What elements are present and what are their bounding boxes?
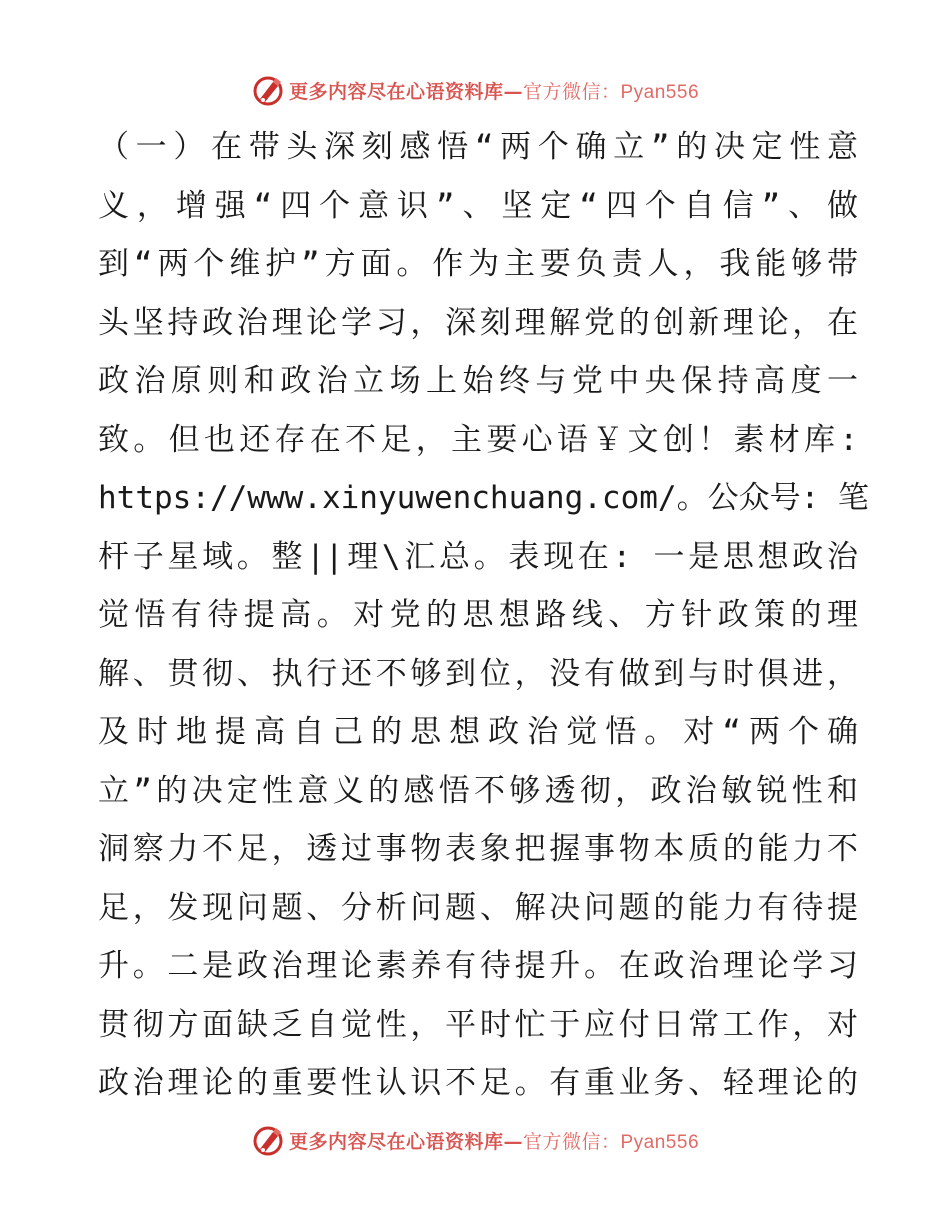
header-banner [0, 70, 950, 110]
text-line: 升。二是政治理论素养有待提升。在政治理论学习 [98, 948, 858, 984]
header-banner-handle: 官方微信：Pyan556 [523, 81, 700, 103]
footer-banner-slogan: 更多内容尽在心语资料库— [288, 1130, 523, 1153]
text-line: 觉悟有待提高。对党的思想路线、方针政策的理 [98, 597, 858, 633]
text-line: 政治原则和政治立场上始终与党中央保持高度一 [98, 363, 858, 399]
pen-logo-icon [251, 73, 285, 107]
text-line: 立”的决定性意义的感悟不够透彻，政治敏锐性和 [98, 772, 858, 809]
text-line: 洞察力不足，透过事物表象把握事物本质的能力不 [98, 831, 858, 867]
text-line: 贯彻方面缺乏自觉性，平时忙于应付日常工作，对 [98, 1006, 858, 1043]
text-line: 政治理论的重要性认识不足。有重业务、轻理论的 [98, 1065, 858, 1101]
header-banner-text [289, 77, 699, 104]
footer-banner-handle: 官方微信：Pyan556 [523, 1131, 700, 1153]
text-line: 杆子星域。整||理\汇总。表现在: 一是思想政治 [98, 538, 858, 575]
text-line: 致。但也还存在不足，主要心语￥文创！素材库: [98, 421, 858, 458]
text-line: 义，增强“四个意识”、坚定“四个自信”、做 [98, 187, 858, 224]
text-line: （一）在带头深刻感悟“两个确立”的决定性意 [98, 129, 858, 165]
text-line: 足，发现问题、分析问题、解决问题的能力有待提 [98, 889, 858, 926]
body-paragraph [98, 118, 869, 1113]
text-line: 到“两个维护”方面。作为主要负责人，我能够带 [98, 246, 858, 282]
pen-logo-icon [251, 1123, 285, 1157]
text-line: 解、贯彻、执行还不够到位，没有做到与时俱进， [98, 655, 858, 692]
footer-banner [0, 1120, 950, 1160]
footer-banner-text [289, 1127, 699, 1154]
text-line: 及时地提高自己的思想政治觉悟。对“两个确 [98, 714, 858, 750]
text-line: 头坚持政治理论学习，深刻理解党的创新理论，在 [98, 304, 858, 341]
text-line: https://www.xinyuwenchuang.com/。公众号: 笔 [98, 480, 869, 516]
header-banner-slogan: 更多内容尽在心语资料库— [288, 80, 523, 103]
